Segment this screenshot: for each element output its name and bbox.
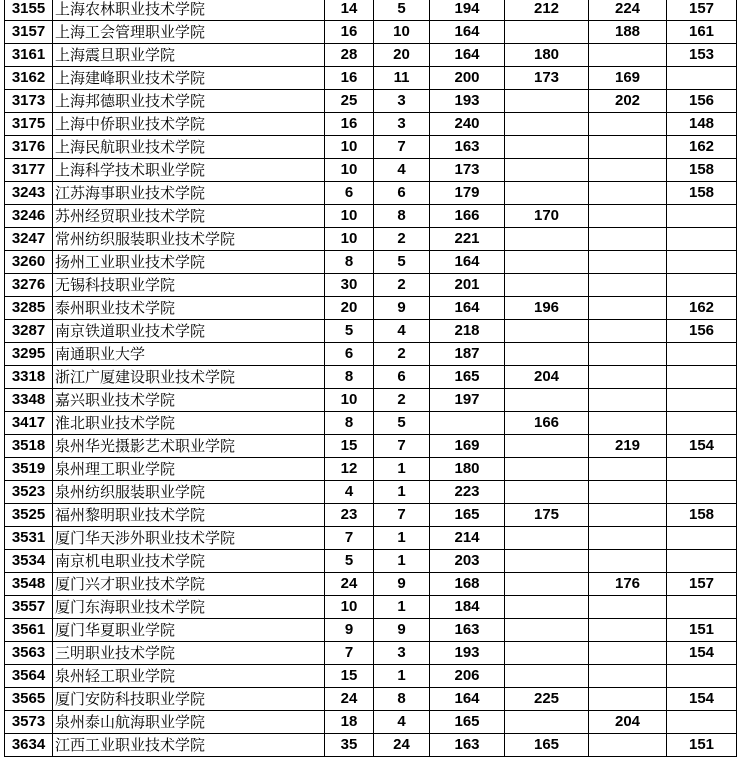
table-body — [5, 0, 737, 757]
admitted-count-cell: 8 — [374, 688, 430, 711]
score-col-4-cell: 225 — [505, 688, 589, 711]
school-code-cell: 3531 — [5, 527, 53, 550]
table-row — [5, 320, 737, 343]
table-row — [5, 274, 737, 297]
plan-count-cell: 6 — [325, 343, 374, 366]
score-col-3-cell: 169 — [430, 435, 505, 458]
admitted-count-cell: 24 — [374, 734, 430, 757]
score-col-5-cell — [589, 688, 667, 711]
score-col-4-cell: 170 — [505, 205, 589, 228]
score-col-4-cell — [505, 90, 589, 113]
school-code-cell: 3177 — [5, 159, 53, 182]
score-col-3-cell: 187 — [430, 343, 505, 366]
plan-count-cell: 10 — [325, 228, 374, 251]
plan-count-cell: 10 — [325, 205, 374, 228]
plan-count-cell: 16 — [325, 67, 374, 90]
admitted-count-cell: 4 — [374, 159, 430, 182]
score-col-4-cell: 166 — [505, 412, 589, 435]
score-col-3-cell: 163 — [430, 136, 505, 159]
table-row — [5, 458, 737, 481]
school-name-cell: 三明职业技术学院 — [53, 642, 325, 665]
score-col-5-cell — [589, 320, 667, 343]
plan-count-cell: 30 — [325, 274, 374, 297]
table-row — [5, 550, 737, 573]
table-row — [5, 0, 737, 21]
school-code-cell: 3564 — [5, 665, 53, 688]
plan-count-cell: 14 — [325, 0, 374, 21]
school-code-cell: 3561 — [5, 619, 53, 642]
score-col-3-cell: 166 — [430, 205, 505, 228]
score-col-5-cell — [589, 159, 667, 182]
score-col-5-cell: 169 — [589, 67, 667, 90]
school-code-cell: 3247 — [5, 228, 53, 251]
table-row — [5, 619, 737, 642]
score-col-6-cell — [667, 67, 737, 90]
score-col-4-cell — [505, 596, 589, 619]
score-col-5-cell — [589, 458, 667, 481]
table-row — [5, 435, 737, 458]
score-col-3-cell: 165 — [430, 711, 505, 734]
table-row — [5, 665, 737, 688]
score-col-5-cell — [589, 136, 667, 159]
admitted-count-cell: 4 — [374, 711, 430, 734]
school-name-cell: 厦门华夏职业学院 — [53, 619, 325, 642]
score-col-5-cell — [589, 412, 667, 435]
school-name-cell: 常州纺织服装职业技术学院 — [53, 228, 325, 251]
score-col-3-cell: 163 — [430, 619, 505, 642]
score-col-6-cell — [667, 596, 737, 619]
plan-count-cell: 8 — [325, 366, 374, 389]
school-name-cell: 南京机电职业技术学院 — [53, 550, 325, 573]
table-row — [5, 228, 737, 251]
score-col-5-cell — [589, 228, 667, 251]
school-code-cell: 3318 — [5, 366, 53, 389]
score-col-5-cell — [589, 297, 667, 320]
score-col-3-cell: 164 — [430, 297, 505, 320]
plan-count-cell: 7 — [325, 642, 374, 665]
plan-count-cell: 25 — [325, 90, 374, 113]
school-name-cell: 南京铁道职业技术学院 — [53, 320, 325, 343]
score-col-5-cell — [589, 274, 667, 297]
score-col-6-cell — [667, 366, 737, 389]
table-row — [5, 90, 737, 113]
table-row — [5, 44, 737, 67]
plan-count-cell: 5 — [325, 550, 374, 573]
school-name-cell: 上海建峰职业技术学院 — [53, 67, 325, 90]
score-col-4-cell — [505, 458, 589, 481]
admitted-count-cell: 1 — [374, 481, 430, 504]
plan-count-cell: 8 — [325, 412, 374, 435]
admitted-count-cell: 3 — [374, 113, 430, 136]
score-col-3-cell — [430, 412, 505, 435]
school-code-cell: 3246 — [5, 205, 53, 228]
plan-count-cell: 16 — [325, 113, 374, 136]
score-col-5-cell: 224 — [589, 0, 667, 21]
school-code-cell: 3176 — [5, 136, 53, 159]
score-col-3-cell: 203 — [430, 550, 505, 573]
score-col-5-cell: 176 — [589, 573, 667, 596]
school-name-cell: 泉州理工职业学院 — [53, 458, 325, 481]
score-col-4-cell — [505, 320, 589, 343]
score-col-4-cell: 180 — [505, 44, 589, 67]
score-col-6-cell: 151 — [667, 734, 737, 757]
school-code-cell: 3161 — [5, 44, 53, 67]
school-name-cell: 上海民航职业技术学院 — [53, 136, 325, 159]
score-col-3-cell: 197 — [430, 389, 505, 412]
score-col-5-cell — [589, 113, 667, 136]
school-code-cell: 3243 — [5, 182, 53, 205]
score-col-3-cell: 193 — [430, 642, 505, 665]
score-col-4-cell — [505, 642, 589, 665]
admitted-count-cell: 5 — [374, 412, 430, 435]
admitted-count-cell: 2 — [374, 389, 430, 412]
score-col-3-cell: 240 — [430, 113, 505, 136]
school-code-cell: 3565 — [5, 688, 53, 711]
score-col-4-cell: 212 — [505, 0, 589, 21]
admitted-count-cell: 1 — [374, 527, 430, 550]
score-col-6-cell: 154 — [667, 642, 737, 665]
school-code-cell: 3173 — [5, 90, 53, 113]
score-col-5-cell — [589, 251, 667, 274]
admitted-count-cell: 5 — [374, 0, 430, 21]
school-code-cell: 3548 — [5, 573, 53, 596]
score-col-6-cell: 156 — [667, 90, 737, 113]
school-code-cell: 3523 — [5, 481, 53, 504]
score-col-5-cell — [589, 44, 667, 67]
score-col-4-cell — [505, 251, 589, 274]
score-col-5-cell — [589, 665, 667, 688]
score-col-5-cell — [589, 481, 667, 504]
admitted-count-cell: 10 — [374, 21, 430, 44]
admitted-count-cell: 9 — [374, 573, 430, 596]
score-col-6-cell: 158 — [667, 504, 737, 527]
school-name-cell: 浙江广厦建设职业技术学院 — [53, 366, 325, 389]
table-row — [5, 136, 737, 159]
score-col-4-cell — [505, 182, 589, 205]
school-name-cell: 上海农林职业技术学院 — [53, 0, 325, 21]
admitted-count-cell: 4 — [374, 320, 430, 343]
school-name-cell: 上海震旦职业学院 — [53, 44, 325, 67]
score-col-6-cell — [667, 251, 737, 274]
table-row — [5, 711, 737, 734]
score-col-4-cell: 175 — [505, 504, 589, 527]
score-col-6-cell — [667, 343, 737, 366]
score-col-3-cell: 201 — [430, 274, 505, 297]
score-col-6-cell: 162 — [667, 297, 737, 320]
plan-count-cell: 15 — [325, 435, 374, 458]
score-col-5-cell — [589, 366, 667, 389]
admitted-count-cell: 2 — [374, 343, 430, 366]
school-name-cell: 江西工业职业技术学院 — [53, 734, 325, 757]
table-row — [5, 113, 737, 136]
admitted-count-cell: 5 — [374, 251, 430, 274]
admitted-count-cell: 3 — [374, 642, 430, 665]
score-col-4-cell — [505, 435, 589, 458]
plan-count-cell: 8 — [325, 251, 374, 274]
score-col-3-cell: 200 — [430, 67, 505, 90]
score-col-6-cell: 153 — [667, 44, 737, 67]
admitted-count-cell: 3 — [374, 90, 430, 113]
score-col-3-cell: 221 — [430, 228, 505, 251]
score-col-5-cell — [589, 504, 667, 527]
admitted-count-cell: 8 — [374, 205, 430, 228]
score-col-3-cell: 173 — [430, 159, 505, 182]
score-col-3-cell: 163 — [430, 734, 505, 757]
score-col-4-cell — [505, 113, 589, 136]
school-code-cell: 3525 — [5, 504, 53, 527]
score-col-3-cell: 164 — [430, 21, 505, 44]
plan-count-cell: 10 — [325, 389, 374, 412]
admitted-count-cell: 11 — [374, 67, 430, 90]
school-name-cell: 上海工会管理职业学院 — [53, 21, 325, 44]
plan-count-cell: 35 — [325, 734, 374, 757]
table-row — [5, 366, 737, 389]
school-name-cell: 嘉兴职业技术学院 — [53, 389, 325, 412]
admitted-count-cell: 1 — [374, 596, 430, 619]
score-col-3-cell: 179 — [430, 182, 505, 205]
score-col-6-cell — [667, 389, 737, 412]
school-name-cell: 泉州纺织服装职业学院 — [53, 481, 325, 504]
plan-count-cell: 20 — [325, 297, 374, 320]
plan-count-cell: 10 — [325, 159, 374, 182]
admitted-count-cell: 9 — [374, 297, 430, 320]
score-col-5-cell — [589, 343, 667, 366]
school-name-cell: 上海邦德职业技术学院 — [53, 90, 325, 113]
school-code-cell: 3348 — [5, 389, 53, 412]
score-col-6-cell: 148 — [667, 113, 737, 136]
score-col-4-cell — [505, 136, 589, 159]
school-name-cell: 南通职业大学 — [53, 343, 325, 366]
score-col-4-cell — [505, 274, 589, 297]
score-col-5-cell — [589, 182, 667, 205]
school-name-cell: 无锡科技职业学院 — [53, 274, 325, 297]
score-col-6-cell: 158 — [667, 159, 737, 182]
score-col-4-cell — [505, 343, 589, 366]
score-col-4-cell — [505, 527, 589, 550]
school-code-cell: 3573 — [5, 711, 53, 734]
score-col-4-cell — [505, 228, 589, 251]
admitted-count-cell: 20 — [374, 44, 430, 67]
table-row — [5, 67, 737, 90]
score-col-5-cell — [589, 596, 667, 619]
school-name-cell: 厦门安防科技职业学院 — [53, 688, 325, 711]
score-col-6-cell: 156 — [667, 320, 737, 343]
plan-count-cell: 9 — [325, 619, 374, 642]
score-col-3-cell: 214 — [430, 527, 505, 550]
admitted-count-cell: 7 — [374, 136, 430, 159]
table-row — [5, 596, 737, 619]
plan-count-cell: 18 — [325, 711, 374, 734]
score-col-4-cell — [505, 665, 589, 688]
score-col-5-cell: 202 — [589, 90, 667, 113]
plan-count-cell: 16 — [325, 21, 374, 44]
score-col-4-cell — [505, 550, 589, 573]
plan-count-cell: 10 — [325, 136, 374, 159]
score-col-4-cell: 204 — [505, 366, 589, 389]
score-col-3-cell: 165 — [430, 366, 505, 389]
score-col-4-cell — [505, 481, 589, 504]
score-col-6-cell — [667, 665, 737, 688]
admitted-count-cell: 2 — [374, 228, 430, 251]
plan-count-cell: 5 — [325, 320, 374, 343]
score-col-4-cell — [505, 619, 589, 642]
score-col-6-cell — [667, 481, 737, 504]
school-name-cell: 淮北职业技术学院 — [53, 412, 325, 435]
table-row — [5, 182, 737, 205]
score-col-4-cell: 196 — [505, 297, 589, 320]
admitted-count-cell: 7 — [374, 504, 430, 527]
school-code-cell: 3295 — [5, 343, 53, 366]
score-col-5-cell — [589, 527, 667, 550]
score-col-3-cell: 180 — [430, 458, 505, 481]
school-name-cell: 上海科学技术职业学院 — [53, 159, 325, 182]
score-col-6-cell: 157 — [667, 0, 737, 21]
table-row — [5, 343, 737, 366]
table-row — [5, 688, 737, 711]
school-name-cell: 泉州泰山航海职业学院 — [53, 711, 325, 734]
score-col-6-cell: 154 — [667, 688, 737, 711]
plan-count-cell: 15 — [325, 665, 374, 688]
plan-count-cell: 12 — [325, 458, 374, 481]
plan-count-cell: 23 — [325, 504, 374, 527]
plan-count-cell: 24 — [325, 688, 374, 711]
plan-count-cell: 7 — [325, 527, 374, 550]
plan-count-cell: 24 — [325, 573, 374, 596]
score-col-5-cell — [589, 205, 667, 228]
score-col-3-cell: 193 — [430, 90, 505, 113]
admitted-count-cell: 1 — [374, 550, 430, 573]
plan-count-cell: 4 — [325, 481, 374, 504]
table-row — [5, 642, 737, 665]
score-col-6-cell: 157 — [667, 573, 737, 596]
table-row — [5, 734, 737, 757]
score-col-5-cell — [589, 389, 667, 412]
plan-count-cell: 28 — [325, 44, 374, 67]
school-code-cell: 3518 — [5, 435, 53, 458]
score-col-6-cell: 158 — [667, 182, 737, 205]
school-name-cell: 上海中侨职业技术学院 — [53, 113, 325, 136]
score-col-6-cell: 154 — [667, 435, 737, 458]
score-col-4-cell — [505, 21, 589, 44]
score-col-4-cell — [505, 573, 589, 596]
school-name-cell: 江苏海事职业技术学院 — [53, 182, 325, 205]
school-code-cell: 3276 — [5, 274, 53, 297]
table-row — [5, 481, 737, 504]
school-name-cell: 福州黎明职业技术学院 — [53, 504, 325, 527]
school-name-cell: 泉州轻工职业学院 — [53, 665, 325, 688]
score-col-4-cell: 173 — [505, 67, 589, 90]
school-code-cell: 3534 — [5, 550, 53, 573]
school-code-cell: 3563 — [5, 642, 53, 665]
school-code-cell: 3417 — [5, 412, 53, 435]
score-col-6-cell — [667, 205, 737, 228]
score-col-6-cell — [667, 527, 737, 550]
score-col-3-cell: 206 — [430, 665, 505, 688]
score-col-5-cell — [589, 734, 667, 757]
school-code-cell: 3175 — [5, 113, 53, 136]
admitted-count-cell: 6 — [374, 182, 430, 205]
admitted-count-cell: 9 — [374, 619, 430, 642]
score-col-4-cell — [505, 159, 589, 182]
score-col-3-cell: 164 — [430, 44, 505, 67]
school-code-cell: 3285 — [5, 297, 53, 320]
score-col-3-cell: 218 — [430, 320, 505, 343]
score-col-6-cell: 161 — [667, 21, 737, 44]
table-row — [5, 297, 737, 320]
school-code-cell: 3162 — [5, 67, 53, 90]
score-col-5-cell — [589, 550, 667, 573]
score-col-3-cell: 165 — [430, 504, 505, 527]
admitted-count-cell: 7 — [374, 435, 430, 458]
score-col-3-cell: 164 — [430, 251, 505, 274]
school-code-cell: 3157 — [5, 21, 53, 44]
admission-score-table — [4, 0, 737, 757]
school-name-cell: 泰州职业技术学院 — [53, 297, 325, 320]
score-col-6-cell — [667, 412, 737, 435]
table-row — [5, 573, 737, 596]
score-col-4-cell — [505, 711, 589, 734]
school-name-cell: 厦门华天涉外职业技术学院 — [53, 527, 325, 550]
school-name-cell: 厦门东海职业技术学院 — [53, 596, 325, 619]
admitted-count-cell: 1 — [374, 665, 430, 688]
score-col-3-cell: 223 — [430, 481, 505, 504]
score-col-3-cell: 164 — [430, 688, 505, 711]
score-col-5-cell: 219 — [589, 435, 667, 458]
table-row — [5, 527, 737, 550]
table-row — [5, 389, 737, 412]
score-col-3-cell: 194 — [430, 0, 505, 21]
score-col-5-cell — [589, 619, 667, 642]
score-col-6-cell — [667, 711, 737, 734]
school-code-cell: 3287 — [5, 320, 53, 343]
school-code-cell: 3634 — [5, 734, 53, 757]
table-row — [5, 159, 737, 182]
score-col-6-cell — [667, 458, 737, 481]
plan-count-cell: 10 — [325, 596, 374, 619]
score-col-6-cell — [667, 228, 737, 251]
school-name-cell: 苏州经贸职业技术学院 — [53, 205, 325, 228]
score-col-5-cell: 188 — [589, 21, 667, 44]
admitted-count-cell: 6 — [374, 366, 430, 389]
school-name-cell: 泉州华光摄影艺术职业学院 — [53, 435, 325, 458]
score-col-5-cell — [589, 642, 667, 665]
score-col-5-cell: 204 — [589, 711, 667, 734]
table-row — [5, 504, 737, 527]
score-col-6-cell — [667, 550, 737, 573]
admitted-count-cell: 1 — [374, 458, 430, 481]
score-col-3-cell: 184 — [430, 596, 505, 619]
table-row — [5, 21, 737, 44]
score-col-6-cell: 151 — [667, 619, 737, 642]
score-col-4-cell — [505, 389, 589, 412]
school-code-cell: 3260 — [5, 251, 53, 274]
table-row — [5, 412, 737, 435]
school-name-cell: 厦门兴才职业技术学院 — [53, 573, 325, 596]
admitted-count-cell: 2 — [374, 274, 430, 297]
score-col-6-cell: 162 — [667, 136, 737, 159]
score-col-6-cell — [667, 274, 737, 297]
school-code-cell: 3519 — [5, 458, 53, 481]
table-row — [5, 251, 737, 274]
school-code-cell: 3155 — [5, 0, 53, 21]
school-code-cell: 3557 — [5, 596, 53, 619]
score-col-3-cell: 168 — [430, 573, 505, 596]
score-col-4-cell: 165 — [505, 734, 589, 757]
school-name-cell: 扬州工业职业技术学院 — [53, 251, 325, 274]
plan-count-cell: 6 — [325, 182, 374, 205]
table-row — [5, 205, 737, 228]
